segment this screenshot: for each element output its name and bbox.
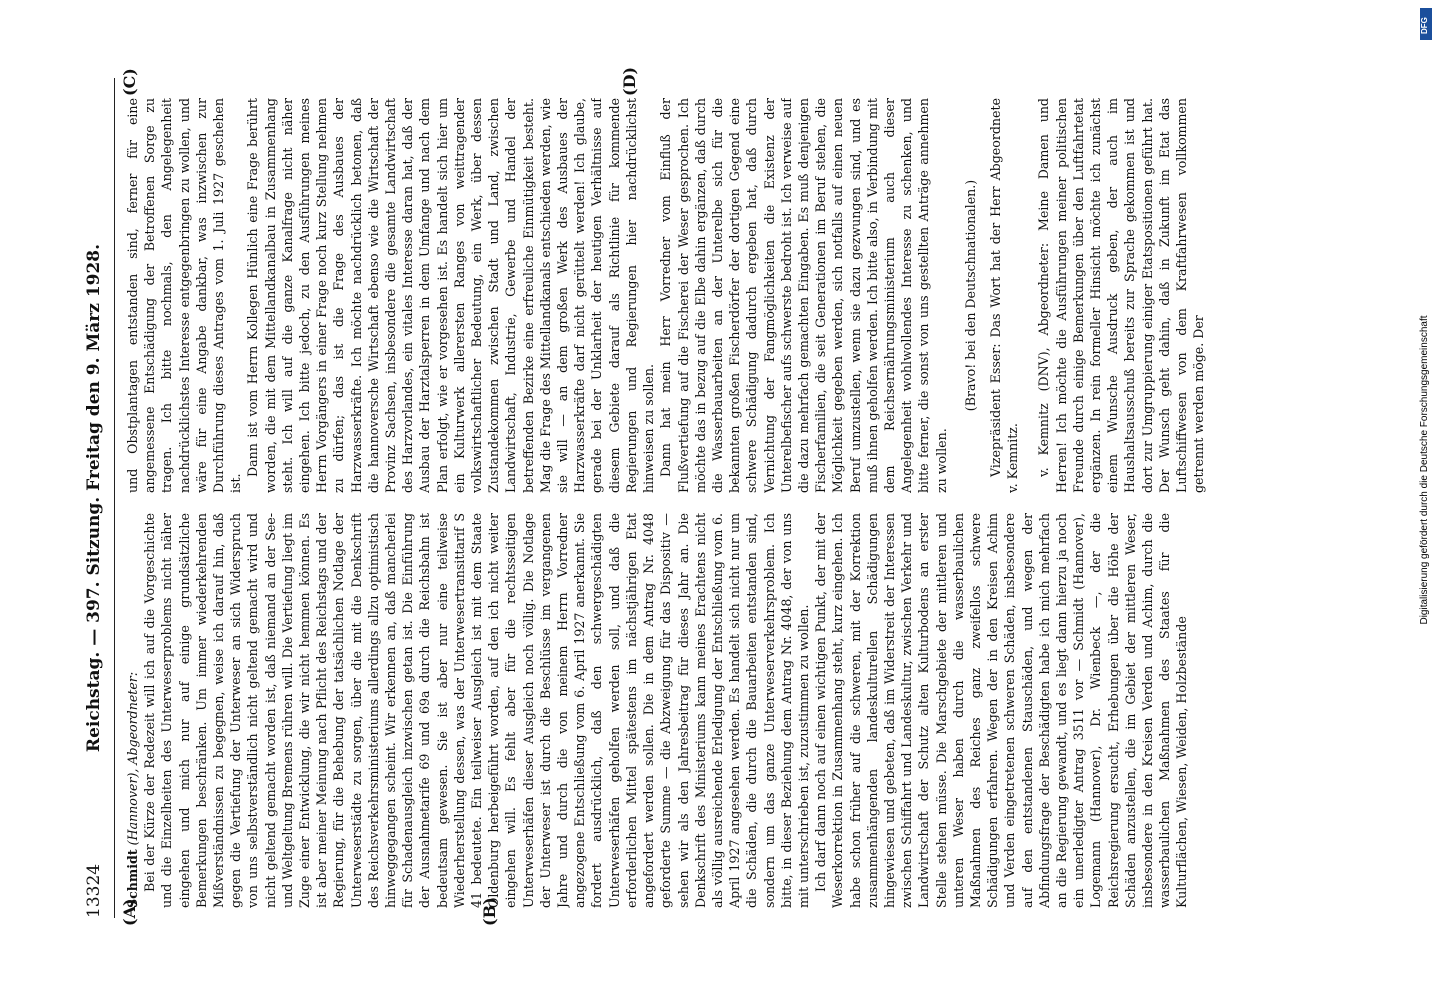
dfg-logo	[1420, 8, 1432, 40]
paragraph: Dann ist vom Herrn Kollegen Hünlich eine Frage berührt worden, die mit dem Mittellandkanalbau in Zusammenhang steht. Ich will auf die ganze Kanalfrage nicht näher eingehen. Ich bitte jedoch, zu den Ausführungen meines Herrn Vorgängers in einer Frage noch kurz Stellung nehmen zu dürfen; das ist die Frage des Ausbaues der Harzwasserkräfte. Ich möchte nachdrücklich betonen, daß die hannoversche Wirtschaft ebenso wie die Wirtschaft der Provinz Sachsen, insbesondere die gesamte Landwirtschaft des Harzvorlandes, ein vitales Interesse daran hat, daß der Ausbau der Harztalsperren in dem Umfange und nach dem Plan erfolgt, wie er vorgesehen ist. Es handelt sich hier um ein Kulturwerk allerersten Ranges von weittragender volkswirtschaftlicher Bedeutung, ein Werk, über dessen Zustandekommen zwischen Stadt und Land, zwischen Landwirtschaft, Industrie, Gewerbe und Handel der betreffenden Bezirke eine erfreuliche Einmütigkeit besteht. Mag die Frage des Mittellandkanals entschieden werden, wie sie will — an dem großen Werk des Ausbaues der Harzwasserkräfte darf nicht gerüttelt werden! Ich glaube, gerade bei der Unklarheit der heutigen Verhältnisse auf diesem Gebiete darauf als Richtlinie für kommende Regierungen und Regierungen hier nachdrücklichst hinweisen zu sollen.	[245, 98, 657, 493]
paragraph: und Obstplantagen entstanden sind, ferner für eine angemessene Entschädigung der Betroffenen Sorge zu tragen. Ich bitte nochmals, den Angelegenheit nachdrücklichstes Interesse entgegenbringen zu wollen, und wäre für eine Angabe dankbar, was inzwischen zur Durchführung dieses Antrages vom 1. Juli 1927 geschehen ist.	[125, 98, 244, 493]
paragraph: Ich darf dann noch auf einen wichtigen Punkt, der mit der Weserkorrektion in Zusammenhang steht, kurz eingehen. Ich habe schon früher auf die schweren, mit der Korrektion zusammenhängenden landeskulturellen Schädigungen hingewiesen und gebeten, daß im Widerstreit der Interessen zwischen Schiffahrt und Landeskultur, zwischen Verkehr und Landwirtschaft der Schutz alten Kulturbodens an erster Stelle stehen müsse. Die Marschgebiete der mittleren und unteren Weser haben durch die wasserbaulichen Maßnahmen des Reiches ganz zweifellos schwere Schädigungen erfahren. Wegen der in den Kreisen Achim und Verden eingetretenen schweren Schäden, insbesondere auf den entstandenen Stauschäden, und wegen der Abfindungsfrage der Beschädigten habe ich mich mehrfach an die Regierung gewandt, und es liegt dann hierzu ja noch ein unerledigter Antrag 3511 vor — Schmidt (Hannover), Logemann (Hannover), Dr. Wienbeck —, der die Reichsregierung ersucht, Erhebungen über die Höhe der Schäden anzustellen, die im Gebiet der mittleren Weser, insbesondere in den Kreisen Verden und Achim, durch die wasserbaulichen Maßnahmen des Staates für die Kulturflächen, Wiesen, Weiden, Holzbestände	[813, 513, 1190, 908]
left-column	[124, 513, 1324, 908]
dfg-logo-label: DFG	[1420, 17, 1429, 34]
paragraph: Bei der Kürze der Redezeit will ich auf die Vorgeschichte und die Einzelheiten des Unterweserproblems nicht näher eingehen und mich nur auf einige grundsätzliche Bemerkungen beschränken. Um immer wiederkehrenden Mißverständnissen zu begegnen, weise ich darauf hin, daß gegen die Vertiefung der Unterweser an sich Widerspruch von uns selbstverständlich nicht geltend gemacht wird und nicht geltend gemacht worden ist, daß niemand an der See- und Weltgeltung Bremens rühren will. Die Vertiefung liegt im Zuge einer Entwicklung, die wir nicht hemmen können. Es ist aber meiner Meinung nach Pflicht des Reichstags und der Regierung, für die Behebung der tatsächlichen Notlage der Unterweserstädte zu sorgen, über die mit die Denkschrift des Reichsverkehrsministeriums allerdings allzu optimistisch hinweggegangen scheint. Wir erkennen an, daß mancherlei für Schadenausgleich inzwischen getan ist. Die Einführung der Ausnahmetarife 69 und 69a durch die Reichsbahn ist bedeutsam gewesen. Sie ist aber nur eine teilweise Wiederherstellung dessen, was der Unterwesertransittarif S 41 bedeutete. Ein teilweiser Ausgleich ist mit dem Staate Oldenburg herbeigeführt worden, auf den ich nicht weiter eingehen will. Es fehlt aber für die rechtsseitigen Unterweserhäfen dieser Ausgleich noch völlig. Die Notlage der Unterweser ist durch die Beschlüsse im vergangenen Jahre und durch die von meinem Herrn Vorredner angezogene Entschließung vom 6. April 1927 anerkannt. Sie fordert ausdrücklich, daß den schwergeschädigten Unterweserhäfen geholfen werden soll, und daß die erforderlichen Mittel spätestens im nächstjährigen Etat angefordert werden sollen. Die in dem Antrag Nr. 4048 geforderte Summe — die Abzweigung für das Dispositiv — sehen wir als den Jahresbeitrag für dieses Jahr an. Die Denkschrift des Ministeriums kann meines Erachtens nicht als völlig ausreichende Erledigung der Entschließung vom 6. April 1927 angesehen werden. Es handelt sich nicht nur um die Schäden, die durch die Bauarbeiten entstanden sind, sondern um das ganze Unterweserverkehrsproblem. Ich bitte, in dieser Beziehung dem Antrag Nr. 4048, der von uns mit unterschrieben ist, zuzustimmen zu wollen.	[142, 513, 811, 908]
speaker-line	[124, 513, 141, 908]
newspaper-page	[80, 66, 1340, 926]
margin-marker-c: (C)	[120, 68, 139, 96]
margin-marker-b: (B)	[480, 897, 499, 926]
dfg-credit-text: Digitalisierung gefördert durch die Deutsche Forschungsgemeinschaft	[1419, 315, 1430, 625]
speaker-note: (Hannover), Abgeordneter:	[125, 671, 140, 846]
speaker-name: Schmidt	[125, 849, 140, 908]
paragraph: Dann hat mein Herr Vorredner vom Einfluß der Flußvertiefung auf die Fischerei der Weser gesprochen. Ich möchte das in bezug auf die Elbe dahin ergänzen, daß durch die Wasserbauarbeiten an der Unterelbe sich für die bekannten großen Fischerdörfer der dortigen Gegend eine schwere Schädigung dadurch ergeben hat, daß durch Vernichtung der Fangmöglichkeiten die Existenz der Unterelbefischer aufs schwerste bedroht ist. Ich verweise auf die dazu mehrfach gemachten Eingaben. Es muß denjenigen Fischerfamilien, die seit Generationen im Beruf stehen, die Möglichkeit gegeben werden, sich notfalls auf einen neuen Beruf umzustellen, wenn sie dazu gezwungen sind, und es muß ihnen geholfen werden. Ich bitte also, in Verbindung mit dem Reichsernährungsministerium auch dieser Angelegenheit wohlwollendes Interesse zu schenken, und bitte ferner, die sonst von uns gestellten Anträge annehmen zu wollen.	[658, 98, 949, 493]
page-header	[80, 78, 115, 918]
page-title: Reichstag. — 397. Sitzung. Freitag den 9. März 1928.	[84, 243, 104, 753]
margin-marker-d: (D)	[620, 66, 639, 96]
page-number: 13324	[84, 863, 104, 918]
applause-note: (Bravo! bei den Deutschnationalen.)	[962, 179, 978, 412]
margin-marker-a: (A)	[120, 898, 139, 926]
speaker-paragraph: v. Kemnitz (DNV), Abgeordneter: Meine Damen und Herren! Ich möchte die Ausführungen meiner politischen Freunde durch einige Bemerkungen über den Luftfahrtetat ergänzen. In rein formeller Hinsicht möchte ich zunächst einem Wunsche Ausdruck geben, der auch im Haushaltsausschuß bereits zur Sprache gekommen ist und dort zur Umgruppierung einiger Etatspositionen geführt hat. Der Wunsch geht dahin, daß in Zukunft im Etat das Luftschiffwesen von dem Kraftfahrwesen vollkommen getrennt werden möge. Der	[1036, 98, 1207, 493]
right-column	[124, 98, 1324, 493]
president-line: Vizepräsident Esser: Das Wort hat der Herr Abgeordnete v. Kemnitz.	[987, 98, 1021, 493]
